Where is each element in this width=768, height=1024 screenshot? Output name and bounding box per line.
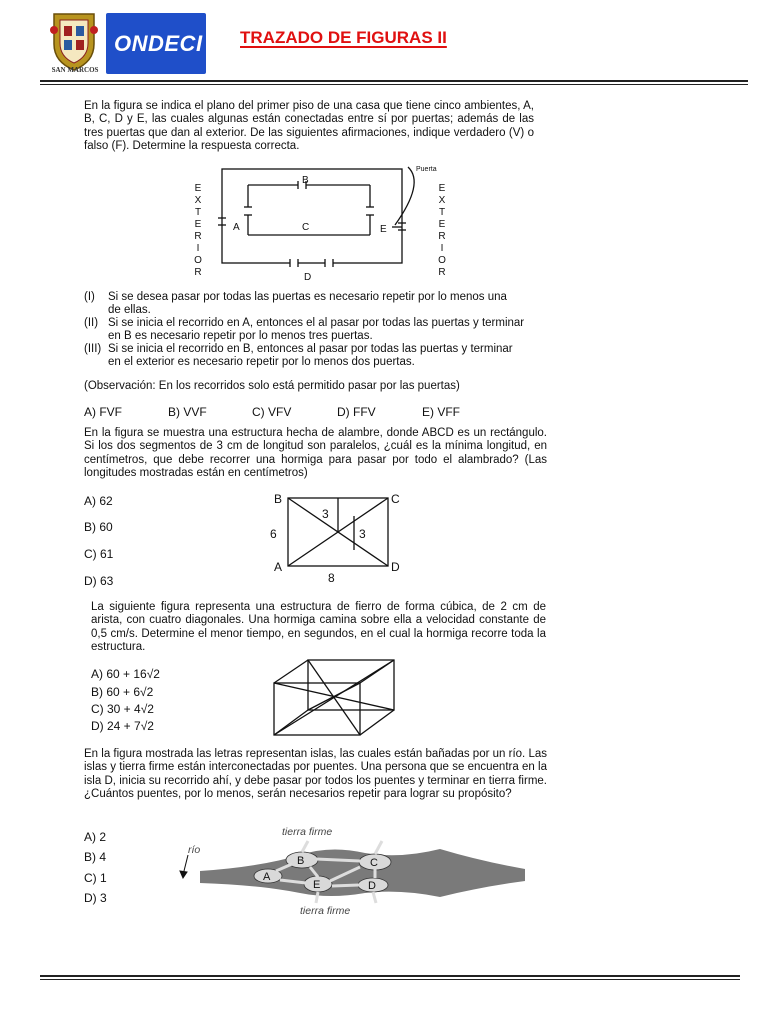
- exterior-right-letter: T: [438, 207, 446, 218]
- header-rule-1: [40, 80, 748, 82]
- room-a-label: A: [233, 222, 240, 233]
- q3-option-a: A) 60 + 16√2: [91, 667, 160, 681]
- statement-label: (III): [84, 343, 102, 355]
- q2-text: En la figura se muestra una estructura hecha de alambre, donde ABCD es un rectángulo. Si los dos segmentos de 3 cm de longitud son paralelos, ¿cuál es la mínima longitud, en centímetros, que debe recorrer una hormiga para pasar por todo el alambrado? (Las longitudes mostradas están en centímetros): [84, 427, 547, 480]
- q2-option-b: B) 60: [84, 520, 113, 534]
- ondeci-logo: [106, 13, 206, 74]
- bottom-length-label: 8: [328, 571, 335, 585]
- q3-option-d: D) 24 + 7√2: [91, 719, 154, 733]
- statement-continuation: de ellas.: [108, 303, 151, 316]
- door-label: Puerta: [416, 166, 437, 173]
- q1-statement-2: [84, 317, 544, 342]
- river-label: río: [188, 844, 201, 856]
- statement-label: (I): [84, 291, 95, 303]
- q4-option-a: A) 2: [84, 830, 107, 844]
- q4-option-c: C) 1: [84, 871, 107, 885]
- crest-caption: SAN MARCOS: [51, 66, 99, 74]
- exterior-right-letter: E: [438, 219, 446, 230]
- exterior-right-letter: R: [438, 231, 446, 242]
- q1-statement-1: [84, 291, 534, 316]
- footer-rule-2: [40, 979, 740, 980]
- vertex-a-label: A: [274, 560, 283, 574]
- exterior-left-letter: R: [194, 267, 202, 278]
- q3-option-b: B) 60 + 6√2: [91, 685, 154, 699]
- q1-observation: (Observación: En los recorridos solo está permitido pasar por las puertas): [84, 380, 460, 392]
- islands-bridges-figure: [170, 823, 540, 918]
- island-a-label: A: [263, 871, 271, 883]
- room-e-label: E: [380, 224, 387, 235]
- q3-text: La siguiente figura representa una estructura de fierro de forma cúbica, de 2 cm de arista, con cuatro diagonales. Una hormiga camina sobre ella a velocidad constante de 0,5 cm/s. Determine el menor tiempo, en segundos, en el cual la hormiga recorre toda la estructura.: [91, 601, 546, 654]
- exterior-left-letter: E: [194, 183, 202, 194]
- exterior-right-letter: O: [438, 255, 446, 266]
- q2-option-d: D) 63: [84, 574, 114, 588]
- land-bottom-label: tierra firme: [300, 905, 351, 917]
- exterior-right-letter: I: [440, 243, 444, 254]
- footer-rule-1: [40, 975, 740, 977]
- page-title: TRAZADO DE FIGURAS II: [240, 28, 447, 47]
- exterior-left-letter: E: [194, 219, 202, 230]
- q1-option-d: D) FFV: [337, 405, 376, 419]
- q2-option-c: C) 61: [84, 547, 114, 561]
- statement-continuation: en B es necesario repetir por lo menos tres puertas.: [108, 329, 373, 342]
- q2-option-a: A) 62: [84, 494, 113, 508]
- side-length-label: 6: [270, 527, 277, 541]
- q1-option-a: A) FVF: [84, 405, 122, 419]
- statement-continuation: en el exterior es necesario repetir por lo menos dos puertas.: [108, 355, 415, 368]
- room-d-label: D: [304, 272, 312, 283]
- exterior-left-letter: T: [194, 207, 202, 218]
- house-floor-plan-figure: [180, 163, 470, 283]
- q1-option-e: E) VFF: [422, 405, 460, 419]
- island-d-label: D: [368, 880, 376, 892]
- statement-text: Si se desea pasar por todas las puertas es necesario repetir por lo menos una: [108, 291, 507, 303]
- q4-option-d: D) 3: [84, 891, 107, 905]
- room-b-label: B: [302, 175, 309, 186]
- header-rule-2: [40, 84, 748, 85]
- exterior-right-letter: X: [438, 195, 446, 206]
- island-c-label: C: [370, 857, 378, 869]
- q1-statement-3: [84, 343, 544, 368]
- exterior-left-letter: X: [194, 195, 202, 206]
- cube-structure-figure: [270, 655, 400, 740]
- rectangle-wire-figure: [260, 490, 410, 590]
- q4-option-b: B) 4: [84, 850, 107, 864]
- ondeci-logo-text: ONDECI: [114, 31, 203, 56]
- exterior-left-letter: O: [194, 255, 202, 266]
- segment-length-label: 3: [359, 527, 366, 541]
- q3-option-c: C) 30 + 4√2: [91, 702, 154, 716]
- vertex-b-label: B: [274, 492, 283, 506]
- q1-option-b: B) VVF: [168, 405, 207, 419]
- university-crest-logo: [46, 10, 102, 74]
- q1-option-c: C) VFV: [252, 405, 292, 419]
- exterior-right-letter: E: [438, 183, 446, 194]
- island-e-label: E: [313, 879, 321, 891]
- q4-text: En la figura mostrada las letras representan islas, las cuales están bañadas por un río. Las islas y tierra firme están interconectadas por puentes. Una persona que se encuentra en la isla D, inicia su recorrido ahí, y debe pasar por todos los puentes y terminar en tierra firme. ¿Cuántos puentes, por lo menos, serán necesarios repetir para lograr su propósito?: [84, 748, 547, 801]
- statement-text: Si se inicia el recorrido en A, entonces el al pasar por todas las puertas y terminar: [108, 317, 525, 329]
- segment-length-label: 3: [322, 507, 329, 521]
- statement-text: Si se inicia el recorrido en B, entonces al pasar por todas las puertas y terminar: [108, 343, 513, 355]
- land-top-label: tierra firme: [282, 826, 333, 838]
- q1-text: En la figura se indica el plano del primer piso de una casa que tiene cinco ambientes, A, B, C, D y E, las cuales algunas están conectadas entre sí por puertas; además de las tres puertas que dan al exterior. De las siguientes afirmaciones, indique verdadero (V) o falso (F). Determine la respuesta correcta.: [84, 100, 534, 153]
- island-b-label: B: [297, 855, 305, 867]
- exterior-left-letter: R: [194, 231, 202, 242]
- statement-label: (II): [84, 317, 99, 329]
- room-c-label: C: [302, 222, 310, 233]
- vertex-d-label: D: [391, 560, 400, 574]
- vertex-c-label: C: [391, 492, 400, 506]
- exterior-left-letter: I: [196, 243, 200, 254]
- exterior-right-letter: R: [438, 267, 446, 278]
